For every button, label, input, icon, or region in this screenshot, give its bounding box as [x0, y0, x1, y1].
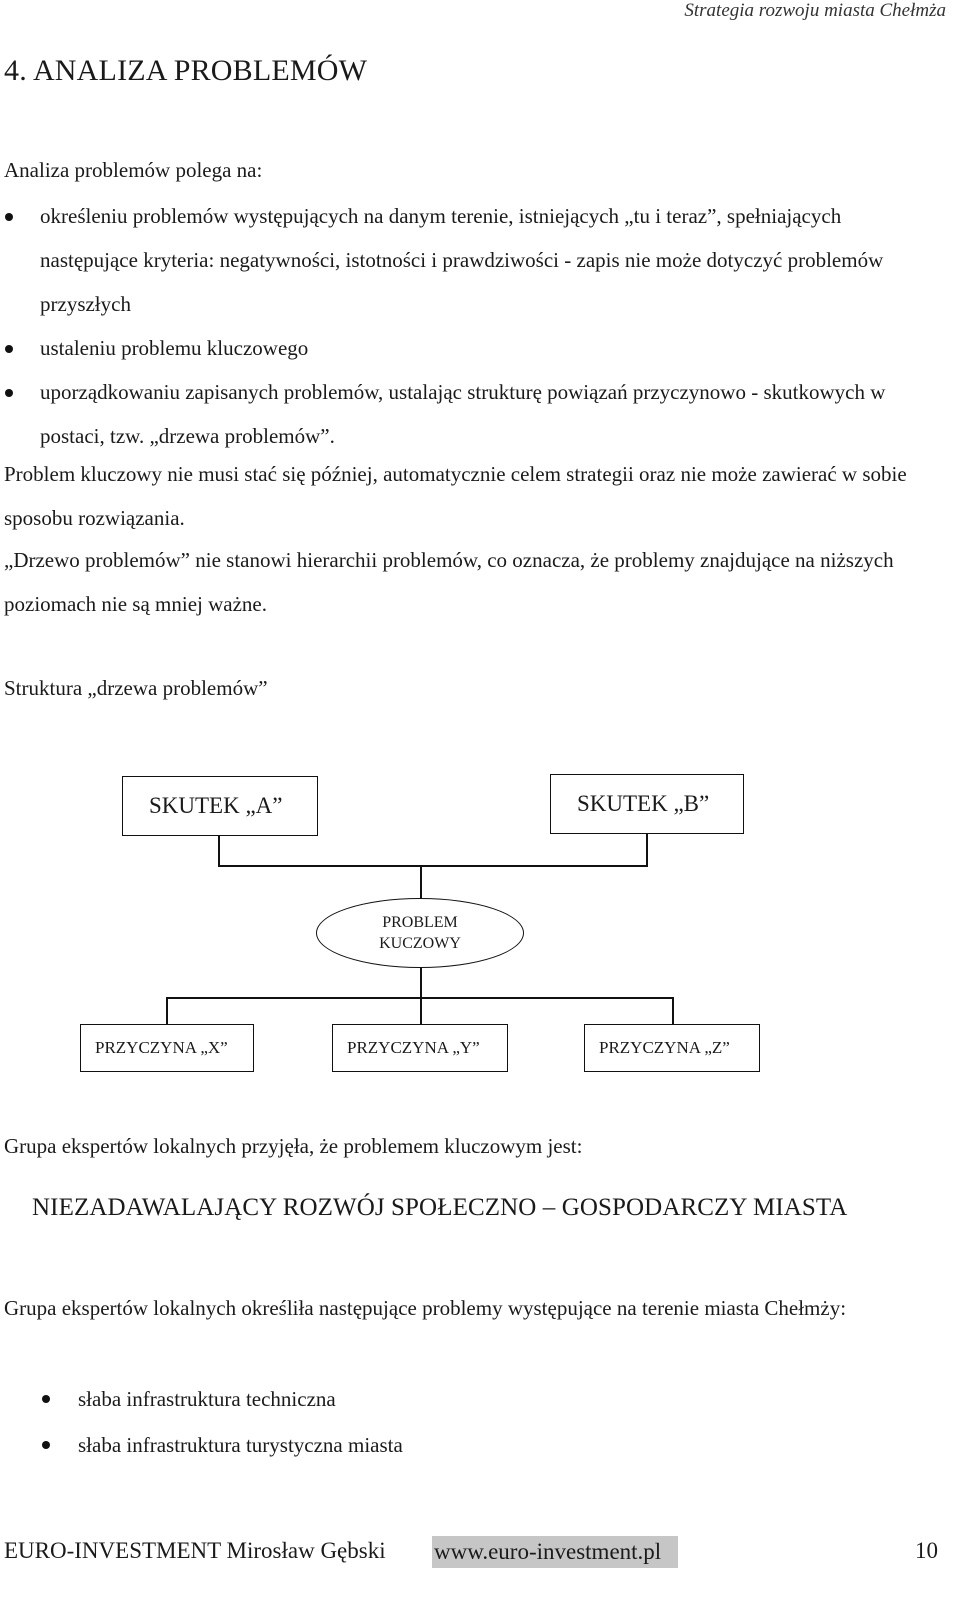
- connector-line: [420, 968, 422, 998]
- connector-line: [646, 834, 648, 866]
- footer-company: EURO-INVESTMENT Mirosław Gębski: [4, 1538, 386, 1563]
- analysis-steps-list: [4, 194, 934, 458]
- list-item: ustaleniu problemu kluczowego: [4, 326, 934, 370]
- cause-label: PRZYCZYNA „X”: [95, 1038, 228, 1057]
- paragraph-problem-tree: „Drzewo problemów” nie stanowi hierarchii problemów, co oznacza, że problemy znajdujące na niższych poziomach nie są mniej ważne.: [4, 548, 894, 616]
- intro-text: Analiza problemów polega na:: [4, 158, 263, 182]
- cause-box-y: [332, 1024, 508, 1072]
- key-problem-label: PROBLEM: [382, 914, 458, 931]
- cause-box-x: [80, 1024, 254, 1072]
- key-problem-ellipse: [316, 898, 524, 968]
- connector-line: [420, 997, 422, 1025]
- paragraph-key-problem: Problem kluczowy nie musi stać się później, automatycznie celem strategii oraz nie może zawierać w sobie sposobu rozwiązania.: [4, 462, 907, 530]
- paragraph-experts-accepted: Grupa ekspertów lokalnych przyjęła, że problemem kluczowym jest:: [4, 1134, 583, 1158]
- section-title: 4. ANALIZA PROBLEMÓW: [4, 54, 368, 87]
- running-header: Strategia rozwoju miasta Chełmża: [684, 0, 946, 21]
- connector-line: [166, 997, 168, 1025]
- problems-list: [4, 1376, 904, 1468]
- list-item: uporządkowaniu zapisanych problemów, ustalając strukturę powiązań przyczynowo - skutkowych w postaci, tzw. „drzewa problemów”.: [4, 370, 934, 458]
- connector-line: [218, 836, 220, 866]
- list-item: określeniu problemów występujących na danym terenie, istniejących „tu i teraz”, spełniających następujące kryteria: negatywności, istotności i prawdziwości - zapis nie może dotyczyć problemów przyszłych: [4, 194, 934, 326]
- paragraph-experts-defined: Grupa ekspertów lokalnych określiła następujące problemy występujące na terenie miasta Chełmży:: [4, 1296, 847, 1320]
- cause-box-z: [584, 1024, 760, 1072]
- connector-line: [672, 997, 674, 1025]
- effect-label: SKUTEK „A”: [149, 793, 283, 818]
- key-problem-statement: NIEZADAWALAJĄCY ROZWÓJ SPOŁECZNO – GOSPODARCZY MIASTA: [32, 1194, 848, 1221]
- page-number: 10: [915, 1538, 938, 1563]
- effect-box-b: [550, 774, 744, 834]
- list-item: słaba infrastruktura techniczna: [4, 1376, 904, 1422]
- list-item: słaba infrastruktura turystyczna miasta: [4, 1422, 904, 1468]
- footer-url-link[interactable]: www.euro-investment.pl: [432, 1536, 678, 1568]
- connector-line: [420, 865, 422, 899]
- diagram-caption: Struktura „drzewa problemów”: [4, 676, 268, 700]
- cause-label: PRZYCZYNA „Z”: [599, 1038, 730, 1057]
- effect-label: SKUTEK „B”: [577, 791, 710, 816]
- effect-box-a: [122, 776, 318, 836]
- cause-label: PRZYCZYNA „Y”: [347, 1038, 480, 1057]
- connector-line: [218, 865, 648, 867]
- key-problem-label: KUCZOWY: [379, 935, 461, 952]
